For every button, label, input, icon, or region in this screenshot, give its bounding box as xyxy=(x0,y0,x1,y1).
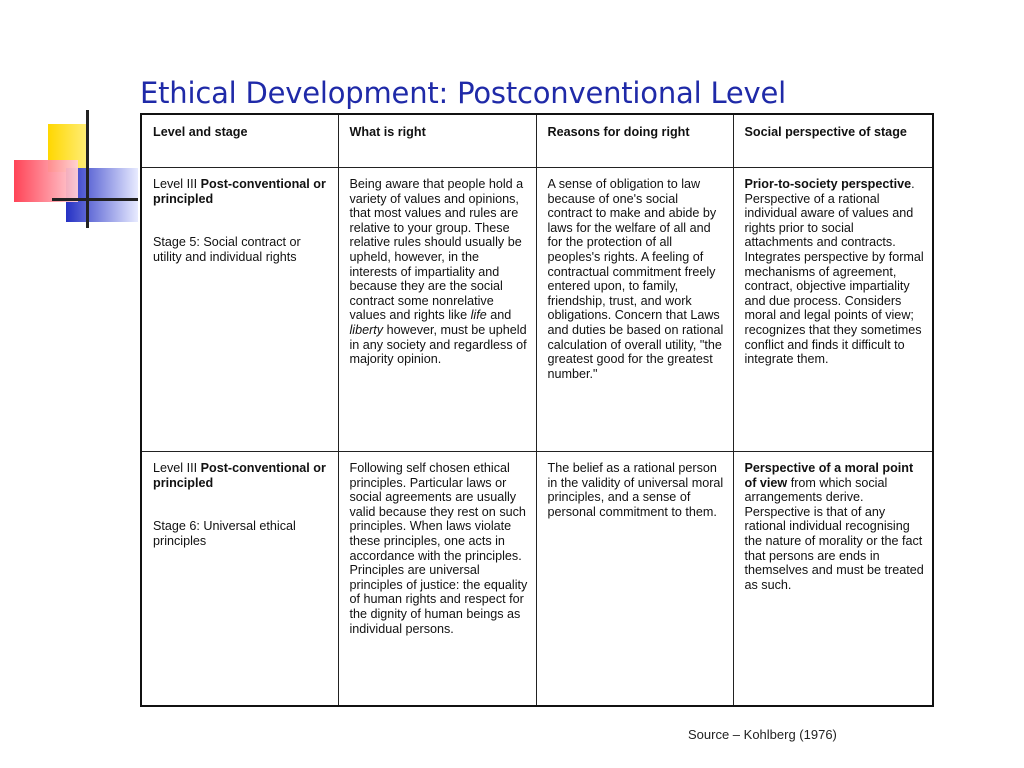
deco-red-square xyxy=(14,160,78,202)
header-reasons-for-doing-right: Reasons for doing right xyxy=(536,114,733,168)
deco-horizontal-line xyxy=(52,198,138,201)
deco-vertical-line xyxy=(86,110,89,228)
stage-label: Stage 6: Universal ethical principles xyxy=(153,519,296,548)
stage-label: Stage 5: Social contract or utility and individual rights xyxy=(153,235,301,264)
cell-what-is-right-stage-6: Following self chosen ethical principles. Particular laws or social agreements are usually valid because they rest on such principles. When laws violate these principles, one acts in accordance with the principles. Principles are universal principles of justice: the equality of human rights and respect for the dignity of human beings as individual persons. xyxy=(338,452,536,707)
decorative-corner-graphic xyxy=(0,0,150,240)
header-social-perspective: Social perspective of stage xyxy=(733,114,933,168)
cell-reasons-stage-5: A sense of obligation to law because of one's social contract to make and abide by laws for the welfare of all and for the protection of all peoples's rights. A feeling of contractual commitment freely entered upon, to family, friendship, trust, and work obligations. Concern that Laws and duties be based on rational calculation of overall utility, "the greatest good for the greatest number." xyxy=(536,168,733,452)
table-row xyxy=(141,452,933,707)
header-level-and-stage: Level and stage xyxy=(141,114,338,168)
header-what-is-right: What is right xyxy=(338,114,536,168)
kohlberg-stage-table xyxy=(140,113,934,707)
level-label: Level III Post-conventional or principled xyxy=(153,177,326,206)
cell-level-stage-6 xyxy=(141,452,338,707)
table-row xyxy=(141,168,933,452)
slide-title: Ethical Development: Postconventional Level xyxy=(140,76,787,110)
level-label: Level III Post-conventional or principled xyxy=(153,461,326,490)
table-header-row xyxy=(141,114,933,168)
cell-reasons-stage-6: The belief as a rational person in the validity of universal moral principles, and a sense of personal commitment to them. xyxy=(536,452,733,707)
cell-level-stage-5 xyxy=(141,168,338,452)
cell-what-is-right-stage-5: Being aware that people hold a variety of values and opinions, that most values and rules are relative to your group. These relative rules should usually be upheld, however, in the interests of impartiality and because they are the social contract some nonrelative values and rights like life and liberty however, must be upheld in any society and regardless of majority opinion. xyxy=(338,168,536,452)
cell-perspective-stage-6: Perspective of a moral point of view from which social arrangements derive. Perspective is that of any rational individual recognising the nature of morality or the fact that persons are ends in themselves and must be treated as such. xyxy=(733,452,933,707)
source-citation: Source – Kohlberg (1976) xyxy=(688,727,837,742)
cell-perspective-stage-5: Prior-to-society perspective. Perspective of a rational individual aware of values and rights prior to social attachments and contracts. Integrates perspective by formal mechanisms of agreement, contract, objective impartiality and due process. Considers moral and legal points of view; recognizes that they sometimes conflict and finds it difficult to integrate them. xyxy=(733,168,933,452)
